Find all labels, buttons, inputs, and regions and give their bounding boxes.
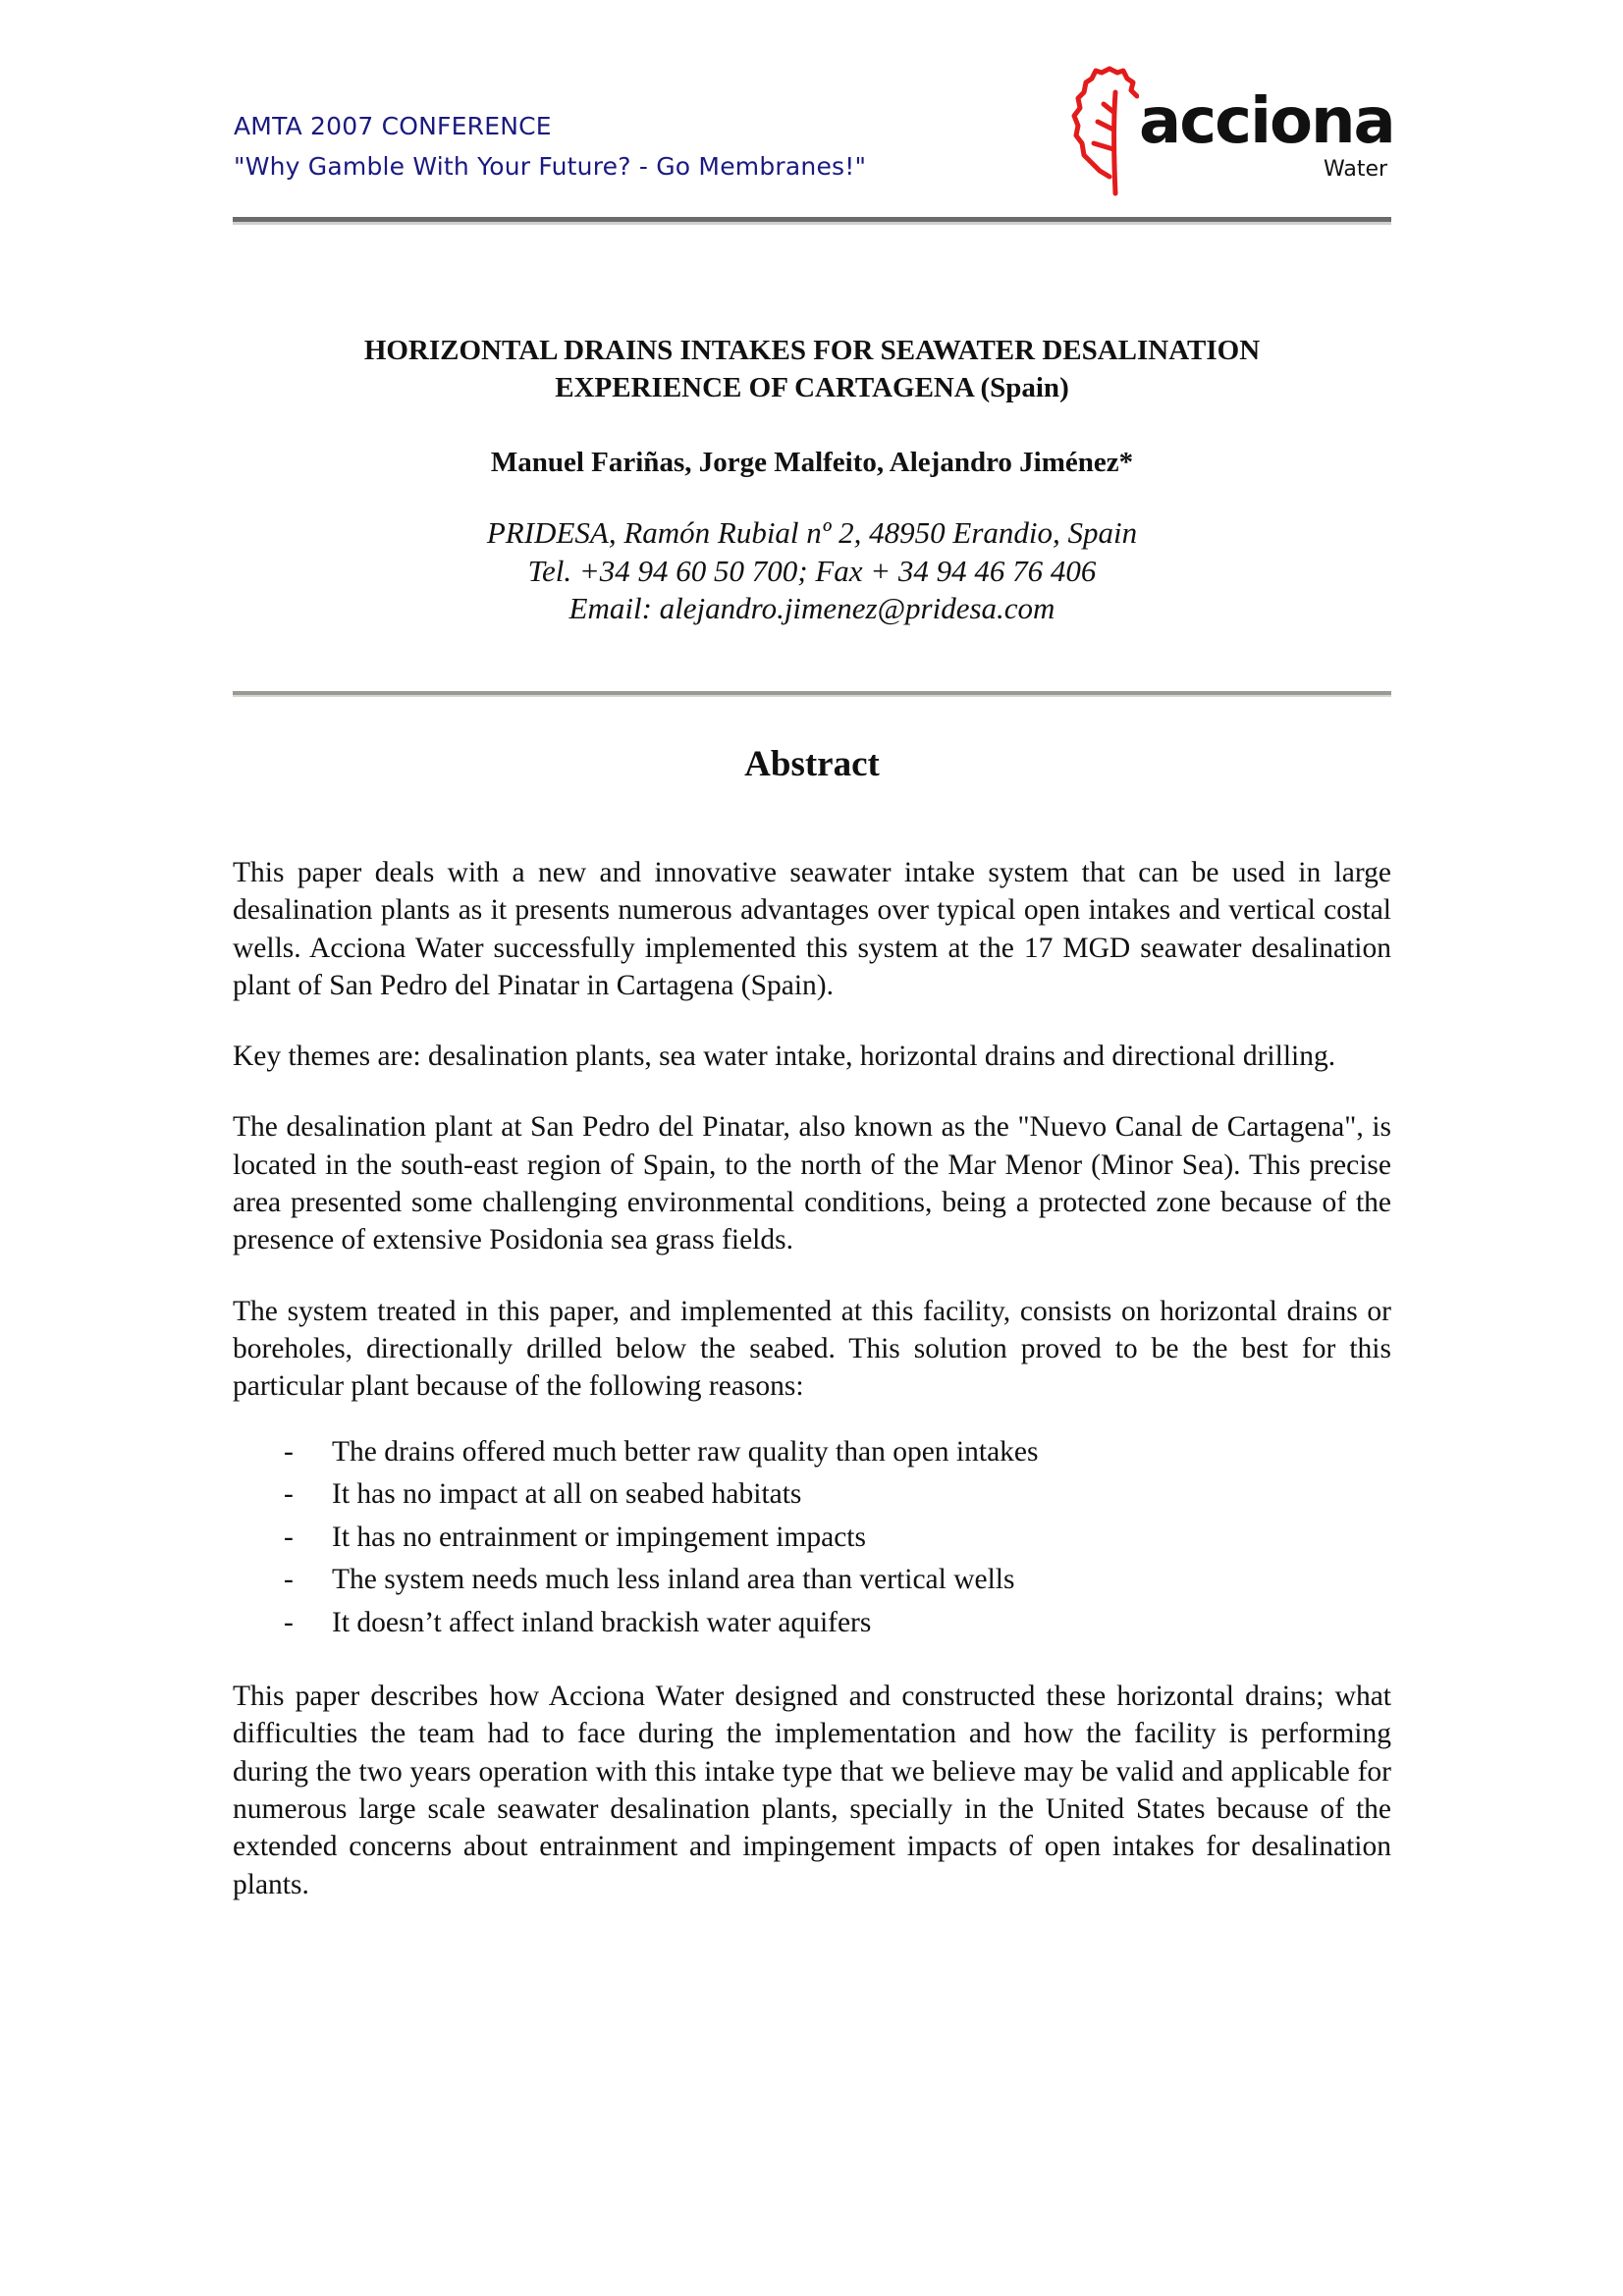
list-item: - The drains offered much better raw quality than open intakes <box>233 1431 1391 1474</box>
logo-wordmark: acciona <box>1139 85 1394 158</box>
reasons-list <box>233 1431 1391 1645</box>
abstract-paragraph: This paper deals with a new and innovative seawater intake system that can be used in large desalination plants as it presents numerous advantages over typical open intakes and vertical costal wells. Acciona Water successfully implemented this system at the 17 MGD seawater desalination plant of San Pedro del Pinatar in Cartagena (Spain). <box>233 857 1391 1001</box>
list-item: - It has no impact at all on seabed habitats <box>233 1473 1391 1517</box>
conference-header <box>234 106 866 187</box>
dash-bullet-icon: - <box>284 1606 294 1638</box>
abstract-body <box>233 854 1391 1937</box>
abstract-paragraph: The desalination plant at San Pedro del Pinatar, also known as the "Nuevo Canal de Cartagena", is located in the south-east region of Spain, to the north of the Mar Menor (Minor Sea). This precise area presented some challenging environmental conditions, being a protected zone because of the presence of extensive Posidonia sea grass fields. <box>233 1111 1391 1256</box>
section-divider-shadow <box>233 695 1391 697</box>
paper-title <box>233 332 1391 406</box>
header-divider-shadow <box>233 222 1391 225</box>
acciona-water-logo <box>1070 61 1394 208</box>
affiliation-phone-fax: Tel. +34 94 60 50 700; Fax + 34 94 46 76 406 <box>527 553 1097 588</box>
list-item: - It has no entrainment or impingement impacts <box>233 1517 1391 1560</box>
abstract-heading: Abstract <box>744 744 880 784</box>
paper-authors: Manuel Fariñas, Jorge Malfeito, Alejandro Jiménez* <box>490 447 1134 478</box>
abstract-paragraph: The system treated in this paper, and implemented at this facility, consists on horizontal drains or boreholes, directionally drilled below the seabed. This solution proved to be the best for this particular plant because of the following reasons: <box>233 1295 1391 1403</box>
dash-bullet-icon: - <box>284 1435 294 1468</box>
conference-name: AMTA 2007 CONFERENCE <box>234 112 552 140</box>
abstract-paragraph: Key themes are: desalination plants, sea water intake, horizontal drains and directional drilling. <box>233 1041 1336 1073</box>
paper-title-line-1: HORIZONTAL DRAINS INTAKES FOR SEAWATER DESALINATION <box>363 335 1261 366</box>
affiliation-email: Email: alejandro.jimenez@pridesa.com <box>568 591 1055 625</box>
dash-bullet-icon: - <box>284 1521 294 1553</box>
dash-bullet-icon: - <box>284 1564 294 1596</box>
paper-title-line-2: EXPERIENCE OF CARTAGENA (Spain) <box>555 372 1069 403</box>
logo-subtitle: Water <box>1324 157 1388 182</box>
list-item: - The system needs much less inland area than vertical wells <box>233 1559 1391 1602</box>
dash-bullet-icon: - <box>284 1478 294 1511</box>
abstract-closing-paragraph: This paper describes how Acciona Water designed and constructed these horizontal drains; what difficulties the team had to face during the implementation and how the facility is performing during the two years operation with this intake type that we believe may be valid and applicable for numerous large scale seawater desalination plants, specially in the United States because of the extended concerns about entrainment and impingement impacts of open intakes for desalination plants. <box>233 1681 1391 1900</box>
affiliation-address: PRIDESA, Ramón Rubial nº 2, 48950 Erandio, Spain <box>486 515 1138 550</box>
list-item: - It doesn’t affect inland brackish water aquifers <box>233 1602 1391 1645</box>
author-affiliation <box>233 514 1391 628</box>
leaf-icon <box>1070 61 1139 198</box>
conference-slogan: "Why Gamble With Your Future? - Go Membranes!" <box>234 152 867 181</box>
